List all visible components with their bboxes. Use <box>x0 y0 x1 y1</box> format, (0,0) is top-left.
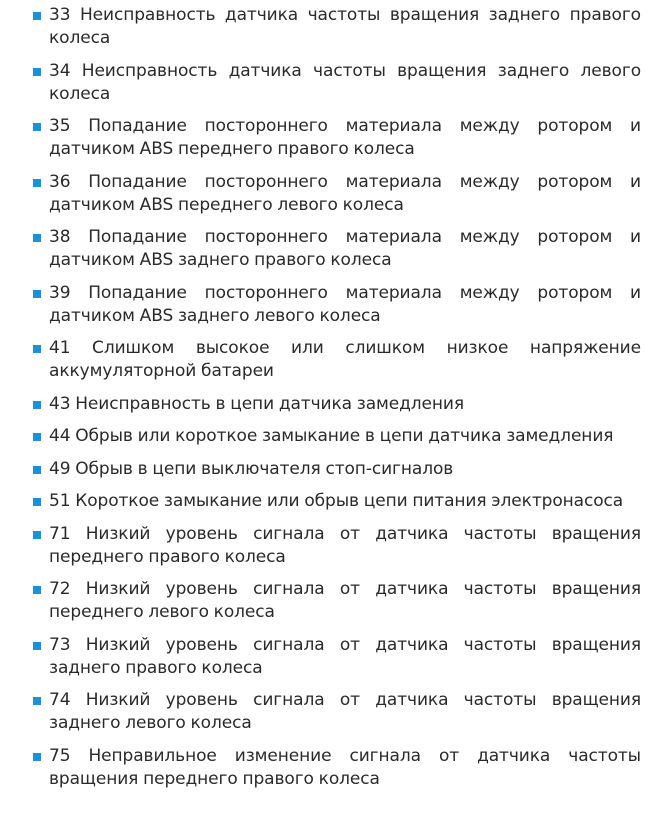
square-bullet-icon <box>33 12 41 20</box>
list-item <box>30 60 641 106</box>
square-bullet-icon <box>33 642 41 650</box>
fault-code-list <box>30 4 641 800</box>
list-item-text: 33 Неисправность датчика частоты вращения заднего правого колеса <box>49 5 641 48</box>
square-bullet-icon <box>33 234 41 242</box>
list-item-text: 49 Обрыв в цепи выключателя стоп-сигналов <box>49 458 454 479</box>
list-item-text: 71 Низкий уровень сигнала от датчика частоты вращения переднего правого колеса <box>49 523 641 567</box>
list-item <box>30 115 641 161</box>
list-item-text: 72 Низкий уровень сигнала от датчика частоты вращения переднего левого колеса <box>49 579 641 622</box>
square-bullet-icon <box>33 401 41 409</box>
list-item-text: 34 Неисправность датчика частоты вращения заднего левого колеса <box>49 60 641 104</box>
square-bullet-icon <box>33 697 41 705</box>
square-bullet-icon <box>33 345 41 353</box>
square-bullet-icon <box>33 179 41 187</box>
list-item-text: 73 Низкий уровень сигнала от датчика частоты вращения заднего правого колеса <box>49 634 641 678</box>
square-bullet-icon <box>33 466 41 474</box>
list-item <box>30 689 641 735</box>
list-item-text: 44 Обрыв или короткое замыкание в цепи датчика замедления <box>49 426 614 446</box>
list-item <box>30 745 641 791</box>
list-item-text: 35 Попадание постороннего материала между ротором и датчиком ABS переднего правого колеса <box>49 116 641 159</box>
list-item <box>30 490 641 513</box>
list-item <box>30 337 641 383</box>
list-item <box>30 4 641 50</box>
square-bullet-icon <box>33 123 41 131</box>
list-item-text: 39 Попадание постороннего материала между ротором и датчиком ABS заднего левого колеса <box>49 282 641 326</box>
list-item-text: 41 Слишком высокое или слишком низкое напряжение аккумуляторной батареи <box>49 338 641 381</box>
list-item <box>30 282 641 328</box>
list-item <box>30 393 641 416</box>
list-item <box>30 634 641 680</box>
list-item-text: 74 Низкий уровень сигнала от датчика частоты вращения заднего левого колеса <box>49 690 641 733</box>
list-item-text: 51 Короткое замыкание или обрыв цепи питания электронасоса <box>49 491 624 511</box>
square-bullet-icon <box>33 290 41 298</box>
square-bullet-icon <box>33 531 41 539</box>
list-item <box>30 578 641 624</box>
list-item <box>30 523 641 569</box>
square-bullet-icon <box>33 68 41 76</box>
square-bullet-icon <box>33 753 41 761</box>
list-item-text: 43 Неисправность в цепи датчика замедления <box>49 393 464 414</box>
list-item <box>30 458 641 481</box>
square-bullet-icon <box>33 498 41 506</box>
list-item-text: 75 Неправильное изменение сигнала от датчика частоты вращения переднего правого колеса <box>49 745 641 789</box>
list-item-text: 38 Попадание постороннего материала между ротором и датчиком ABS заднего правого колеса <box>49 227 641 270</box>
square-bullet-icon <box>33 586 41 594</box>
list-item <box>30 171 641 217</box>
list-item-text: 36 Попадание постороннего материала между ротором и датчиком ABS переднего левого колеса <box>49 171 641 215</box>
list-item <box>30 226 641 272</box>
list-item <box>30 425 641 448</box>
square-bullet-icon <box>33 433 41 441</box>
